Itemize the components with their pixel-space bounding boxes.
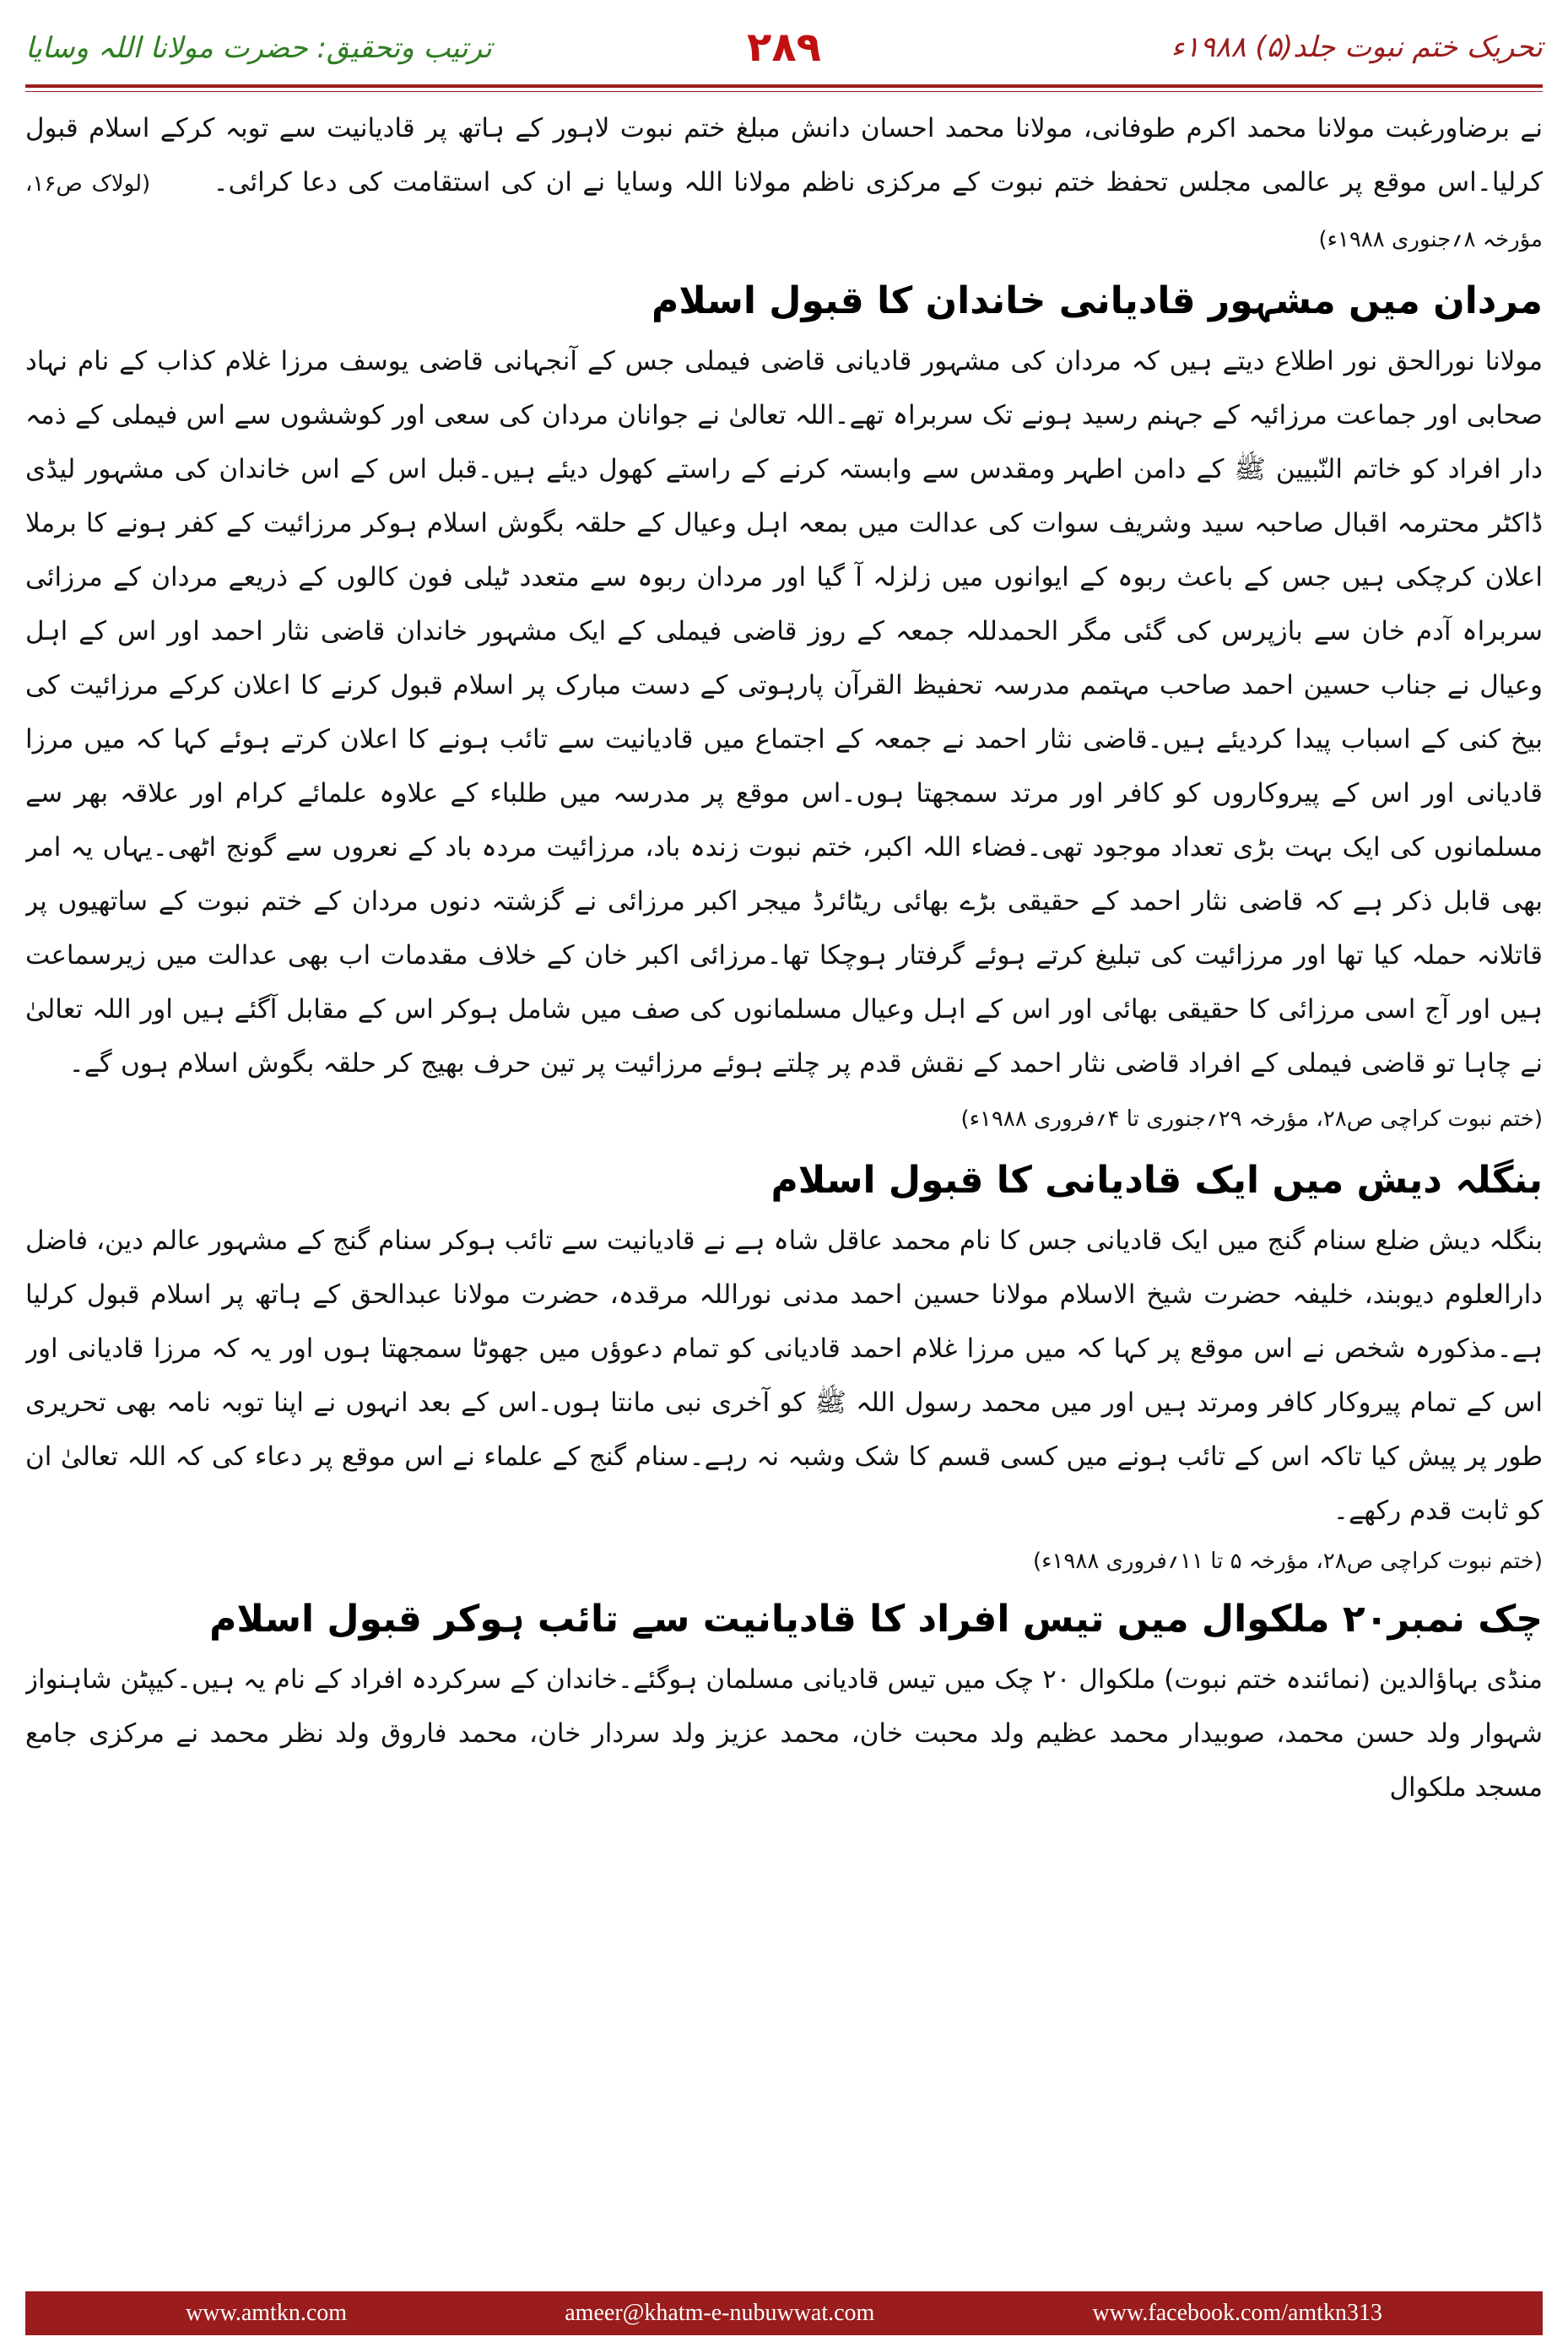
section4-heading: چک نمبر۲۰ ملکوال میں تیس افراد کا قادیانیت سے تائب ہوکر قبول اسلام bbox=[209, 1598, 1543, 1641]
page-body bbox=[25, 101, 1543, 2304]
section2-text: مولانا نورالحق نور اطلاع دیتے ہیں کہ مردان کی مشہور قادیانی قاضی فیملی جس کے آنجہانی قاضی یوسف مرزا غلام کذاب کے نام نہاد صحابی اور جماعت مرزائیہ کے جہنم رسید ہونے تک سربراہ تھے۔اللہ تعالیٰ نے جوانان مردان کی سعی اور کوششوں سے اس فیملی کے ذمہ دار افراد کو خاتم النّبیین ﷺ کے دامن اطہر ومقدس سے وابستہ کرنے کے راستے کھول دیئے ہیں۔قبل اس کے اس خاندان کی مشہور لیڈی ڈاکٹر محترمہ اقبال صاحبہ سید وشریف سوات کی عدالت میں بمعہ اہل وعیال کے حلقہ بگوش اسلام ہوکر مرزائیت کے کفر ہونے کا برملا اعلان کرچکی ہیں جس کے باعث ربوہ کے ایوانوں میں زلزلہ آ گیا اور مردان ربوہ سے متعدد ٹیلی فون کالوں کے ذریعے مردان کے مرزائی سربراہ آدم خان سے بازپرس کی گئی مگر الحمدللہ جمعہ کے روز قاضی فیملی کے ایک مشہور خاندان قاضی نثار احمد اور اس کے اہل وعیال نے جناب حسین احمد صاحب مہتمم مدرسہ تحفیظ القرآن پارہوتی کے دست مبارک پر اسلام قبول کرنے کا اعلان کرکے مرزائیت کی بیخ کنی کے اسباب پیدا کردیئے ہیں۔قاضی نثار احمد نے جمعہ کے اجتماع میں قادیانیت سے تائب ہونے کا اعلان کرتے ہوئے کہا کہ میں مرزا قادیانی اور اس کے پیروکاروں کو کافر اور مرتد سمجھتا ہوں۔اس موقع پر مدرسہ میں طلباء کے علاوہ علمائے کرام اور علاقہ بھر سے مسلمانوں کی ایک بہت بڑی تعداد موجود تھی۔فضاء اللہ اکبر، ختم نبوت زندہ باد، مرزائیت مردہ باد کے نعروں سے گونج اٹھی۔یہاں یہ امر بھی قابل ذکر ہے کہ قاضی نثار احمد کے حقیقی بڑے بھائی ریٹائرڈ میجر اکبر مرزائی نے گزشتہ دنوں مردان کے ختم نبوت کے ساتھیوں پر قاتلانہ حملہ کیا تھا اور مرزائیت کی تبلیغ کرتے ہوئے گرفتار ہوچکا تھا۔مرزائی اکبر خان کے خلاف مقدمات اب بھی عدالت میں زیرسماعت ہیں اور آج اسی مرزائی کا حقیقی بھائی اور اس کے اہل وعیال مسلمانوں کی صف میں شامل ہوکر اس کے مقابل آگئے ہیں اور اللہ تعالیٰ نے چاہا تو قاضی فیملی کے افراد قاضی نثار احمد کے نقش قدم پر چلتے ہوئے مرزائیت پر تین حرف بھیج کر حلقہ بگوش اسلام ہوں گے۔ bbox=[25, 346, 1543, 1079]
page-footer bbox=[25, 2291, 1543, 2335]
page-header bbox=[25, 24, 1543, 84]
section4-text: منڈی بہاؤالدین (نمائندہ ختم نبوت) ملکوال ۲۰ چک میں تیس قادیانی مسلمان ہوگئے۔خاندان کے سرکردہ افراد کے نام یہ ہیں۔کیپٹن شاہنواز شہوار ولد حسن محمد، صوبیدار محمد عظیم ولد محبت خان، محمد عزیز ولد سردار خان، محمد فاروق ولد نظر محمد نے مرکزی جامع مسجد ملکوال bbox=[25, 1664, 1543, 1803]
header-divider bbox=[25, 84, 1543, 88]
section1-citation: (لولاک ص۱۶، مؤرخہ ۸؍جنوری ۱۹۸۸ء) bbox=[25, 171, 1543, 252]
header-divider-thin bbox=[25, 91, 1543, 92]
footer-email-link[interactable]: ameer@khatm-e-nubuwwat.com bbox=[565, 2300, 875, 2326]
section1-paragraph bbox=[25, 101, 1543, 267]
page-number: ۲۸۹ bbox=[747, 24, 821, 71]
section3-paragraph bbox=[25, 1214, 1543, 1538]
section4-paragraph bbox=[25, 1652, 1543, 1815]
section3-citation: (ختم نبوت کراچی ص۲۸، مؤرخہ ۵ تا ۱۱؍فروری ۱۹۸۸ء) bbox=[1033, 1549, 1543, 1574]
compiler-credit: ترتیب وتحقیق: حضرت مولانا اللہ وسایا bbox=[25, 31, 492, 65]
footer-facebook-link[interactable]: www.facebook.com/amtkn313 bbox=[1092, 2300, 1382, 2326]
section2-paragraph bbox=[25, 334, 1543, 1146]
section2-citation: (ختم نبوت کراچی ص۲۸، مؤرخہ ۲۹؍جنوری تا ۴؍فروری ۱۹۸۸ء) bbox=[960, 1106, 1543, 1132]
section2-heading: مردان میں مشہور قادیانی خاندان کا قبول اسلام bbox=[651, 279, 1543, 322]
section1-text: نے برضاورغبت مولانا محمد اکرم طوفانی، مولانا محمد احسان دانش مبلغ ختم نبوت لاہور کے ہاتھ پر قادیانیت سے توبہ کرکے اسلام قبول کرلیا۔اس موقع پر عالمی مجلس تحفظ ختم نبوت کے مرکزی ناظم مولانا اللہ وسایا نے ان کی استقامت کی دعا کرائی۔ bbox=[25, 113, 1543, 197]
section3-heading: بنگلہ دیش میں ایک قادیانی کا قبول اسلام bbox=[770, 1159, 1543, 1202]
section3-text: بنگلہ دیش ضلع سنام گنج میں ایک قادیانی جس کا نام محمد عاقل شاہ ہے نے قادیانیت سے تائب ہوکر سنام گنج کے مشہور عالم دین، فاضل دارالعلوم دیوبند، خلیفہ حضرت شیخ الاسلام مولانا حسین احمد مدنی نوراللہ مرقدہ، حضرت مولانا عبدالحق کے ہاتھ پر اسلام قبول کرلیا ہے۔مذکورہ شخص نے اس موقع پر کہا کہ میں مرزا غلام احمد قادیانی کو تمام دعوؤں میں جھوٹا سمجھتا ہوں اور یہ کہ مرزا قادیانی اور اس کے تمام پیروکار کافر ومرتد ہیں اور میں محمد رسول اللہ ﷺ کو آخری نبی مانتا ہوں۔اس کے بعد انہوں نے اپنا توبہ نامہ بھی تحریری طور پر پیش کیا تاکہ اس کے تائب ہونے میں کسی قسم کا شک وشبہ نہ رہے۔سنام گنج کے علماء نے اس موقع پر دعاء کی کہ اللہ تعالیٰ ان کو ثابت قدم رکھے۔ bbox=[25, 1225, 1543, 1526]
footer-website-link[interactable]: www.amtkn.com bbox=[186, 2300, 348, 2326]
book-title: تحریک ختم نبوت جلد(۵) ۱۹۸۸ء bbox=[1171, 30, 1543, 64]
